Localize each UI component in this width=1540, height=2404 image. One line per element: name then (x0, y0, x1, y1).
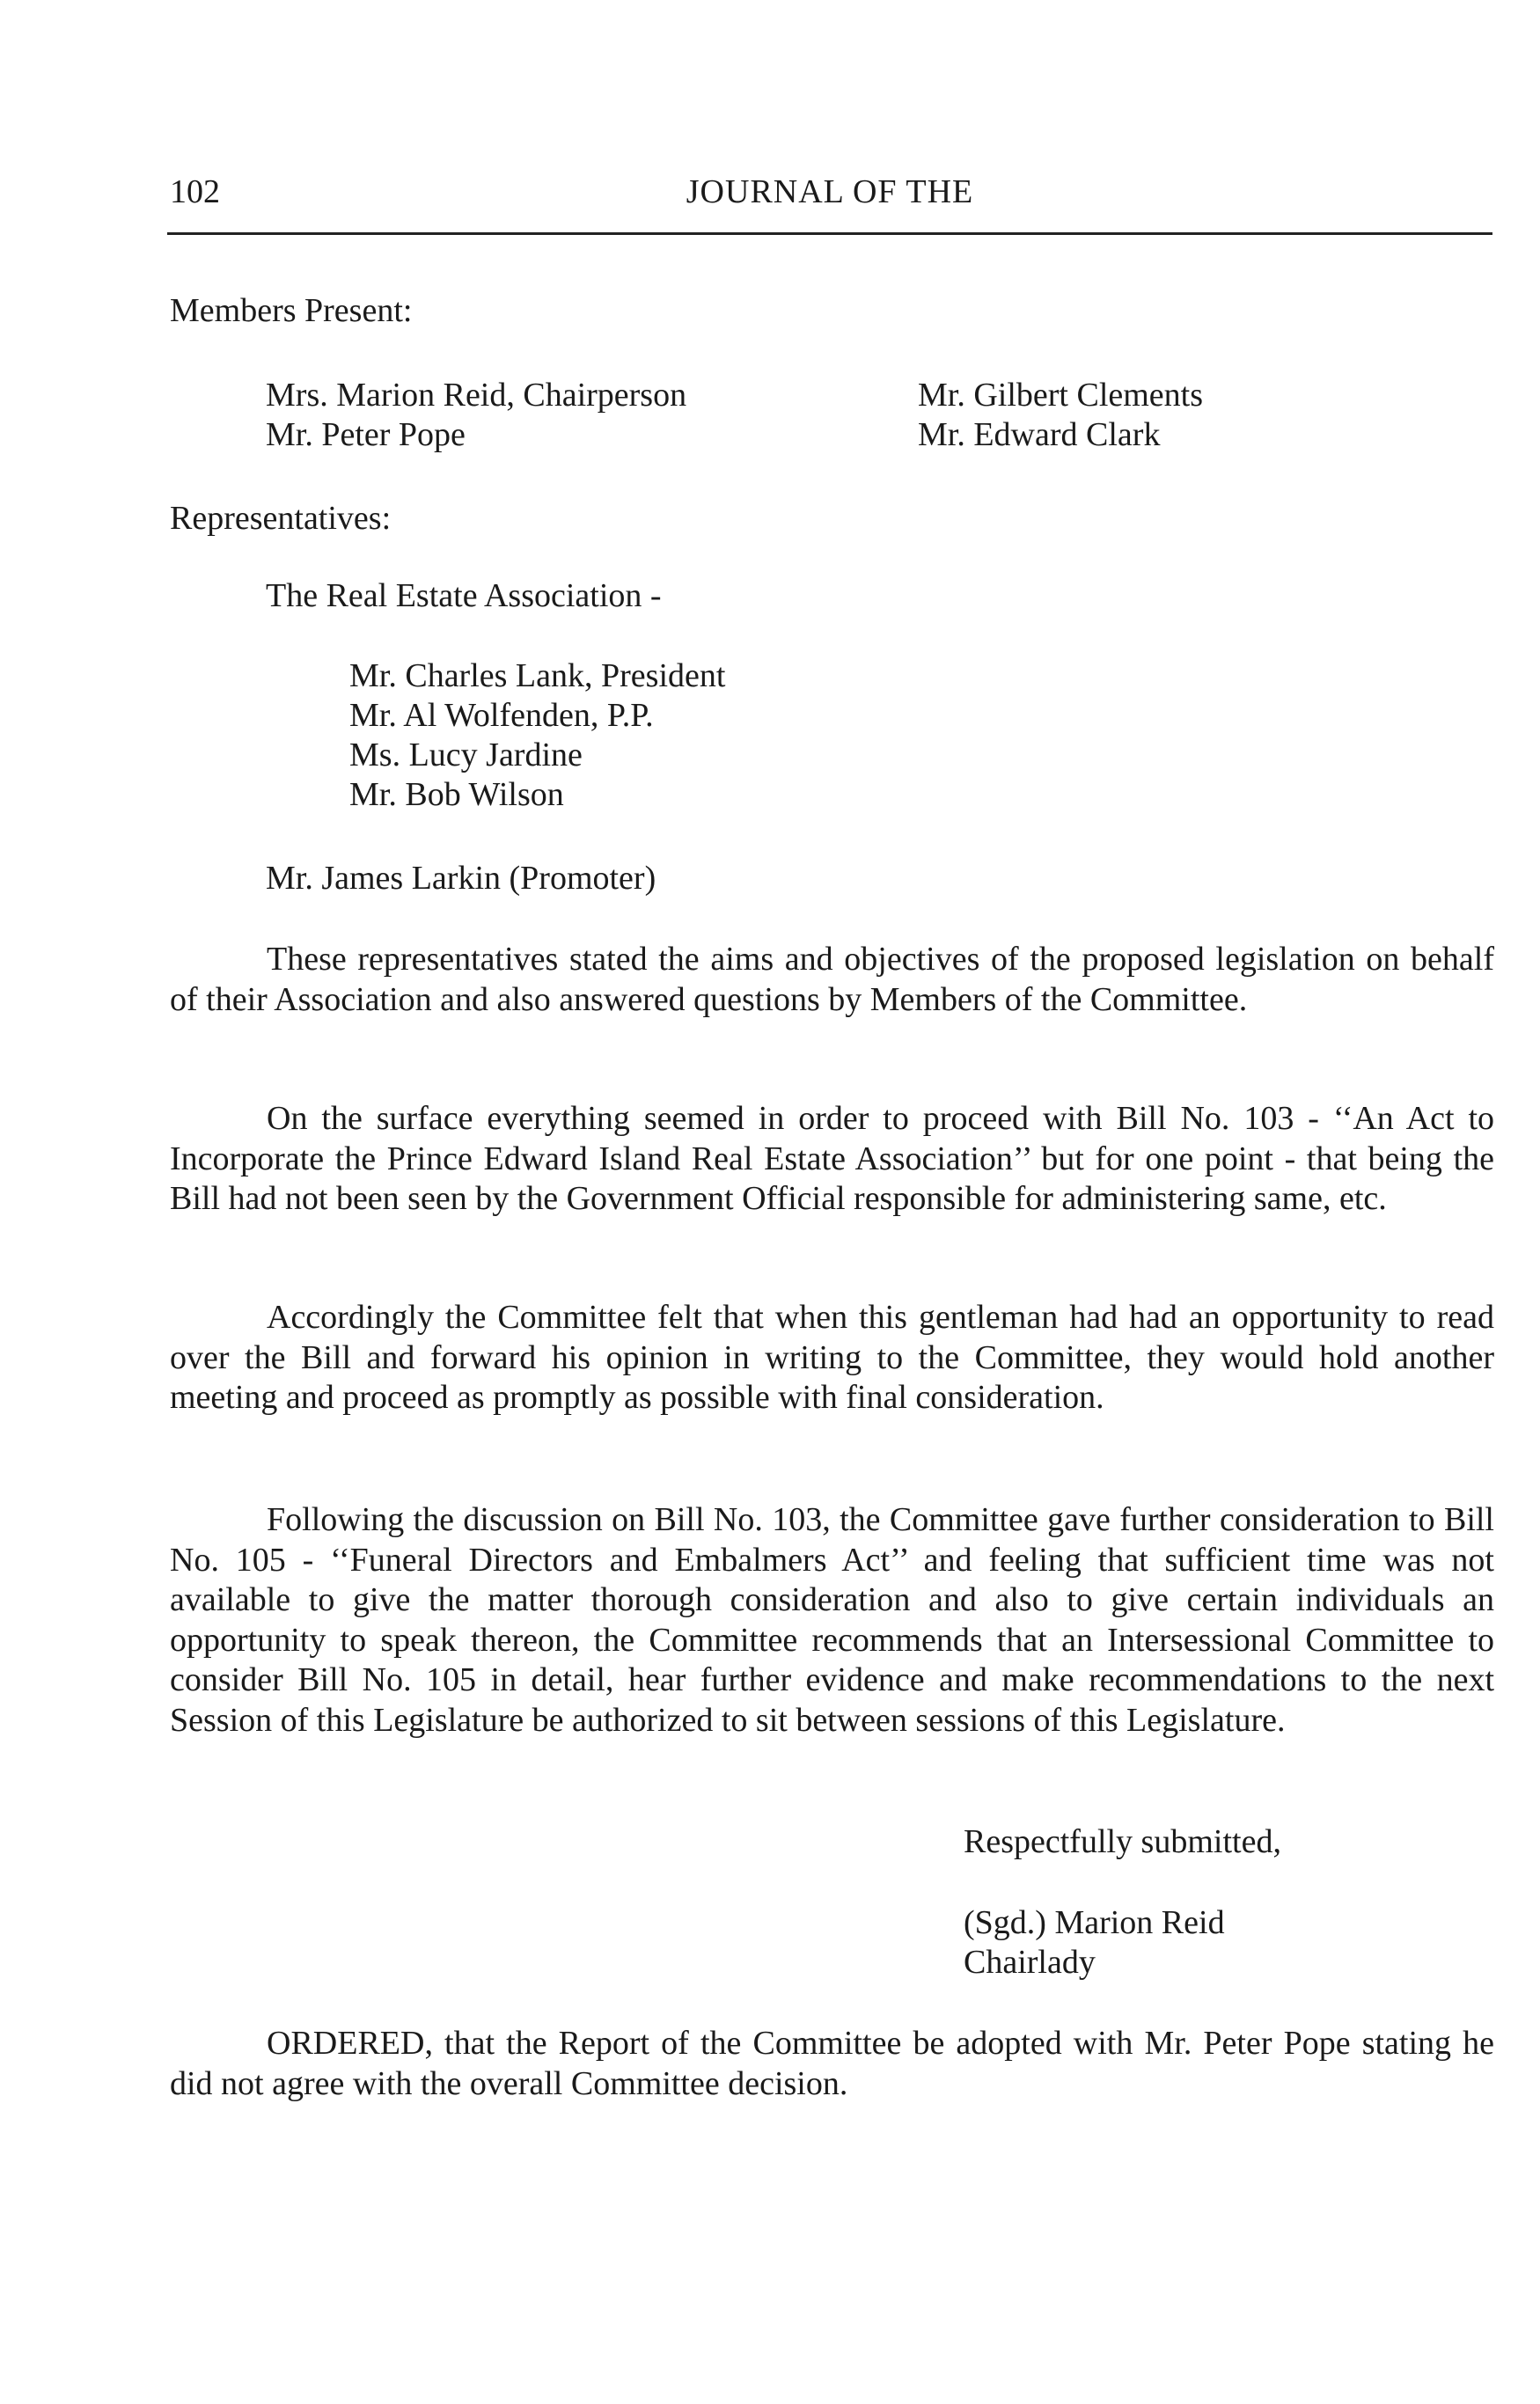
paragraph-4-text: Following the discussion on Bill No. 103, the Committee gave further consideration to Bill No. 105 - ‘‘Funeral Directors and Embalmers Act’’ and feeling that sufficient time was not available to give the matter thorough consideration and also to give certain individuals an opportunity to speak thereon, the Committee recommends that an Intersessional Committee to consider Bill No. 105 in detail, hear further evidence and make recommendations to the next Session of this Legislature be authorized to sit between sessions of this Legislature. (170, 1501, 1494, 1739)
running-head: JOURNAL OF THE (686, 173, 974, 210)
header-rule (167, 232, 1492, 235)
paragraph-2-text: On the surface everything seemed in order to proceed with Bill No. 103 - ‘‘An Act to Incorporate the Prince Edward Island Real Estate Association’’ but for one point - that being the Bill had not been seen by the Government Official responsible for administering same, etc. (170, 1100, 1494, 1217)
paragraph-3-text: Accordingly the Committee felt that when this gentleman had had an opportunity to read over the Bill and forward his opinion in writing to the Committee, they would hold another meeting and proceed as promptly as possible with final consideration. (170, 1299, 1494, 1416)
member-right-1: Mr. Gilbert Clements (918, 377, 1204, 414)
signature-title: Chairlady (964, 1944, 1096, 1981)
association-member-2: Mr. Al Wolfenden, P.P. (349, 697, 654, 734)
member-right-2: Mr. Edward Clark (918, 416, 1161, 453)
ordered-paragraph (170, 2024, 1494, 2104)
association-member-4: Mr. Bob Wilson (349, 776, 564, 813)
paragraph-1-text: These representatives stated the aims and objectives of the proposed legislation on behalf of their Association and also answered questions by Members of the Committee. (170, 941, 1494, 1018)
ordered-text: ORDERED, that the Report of the Committee be adopted with Mr. Peter Pope stating he did not agree with the overall Committee decision. (170, 2025, 1494, 2102)
promoter: Mr. James Larkin (Promoter) (266, 860, 656, 897)
signature-closing: Respectfully submitted, (964, 1823, 1281, 1860)
page-number: 102 (170, 173, 220, 210)
members-heading: Members Present: (170, 292, 413, 329)
association-member-3: Ms. Lucy Jardine (349, 737, 583, 773)
paragraph-4 (170, 1500, 1494, 1741)
association-name: The Real Estate Association - (266, 577, 662, 614)
paragraph-1 (170, 940, 1494, 1020)
member-left-1: Mrs. Marion Reid, Chairperson (266, 377, 687, 414)
member-left-2: Mr. Peter Pope (266, 416, 466, 453)
signature-signed: (Sgd.) Marion Reid (964, 1904, 1225, 1941)
representatives-heading: Representatives: (170, 500, 392, 537)
paragraph-3 (170, 1298, 1494, 1418)
association-member-1: Mr. Charles Lank, President (349, 657, 726, 694)
page-header (170, 172, 1490, 216)
paragraph-2 (170, 1099, 1494, 1220)
